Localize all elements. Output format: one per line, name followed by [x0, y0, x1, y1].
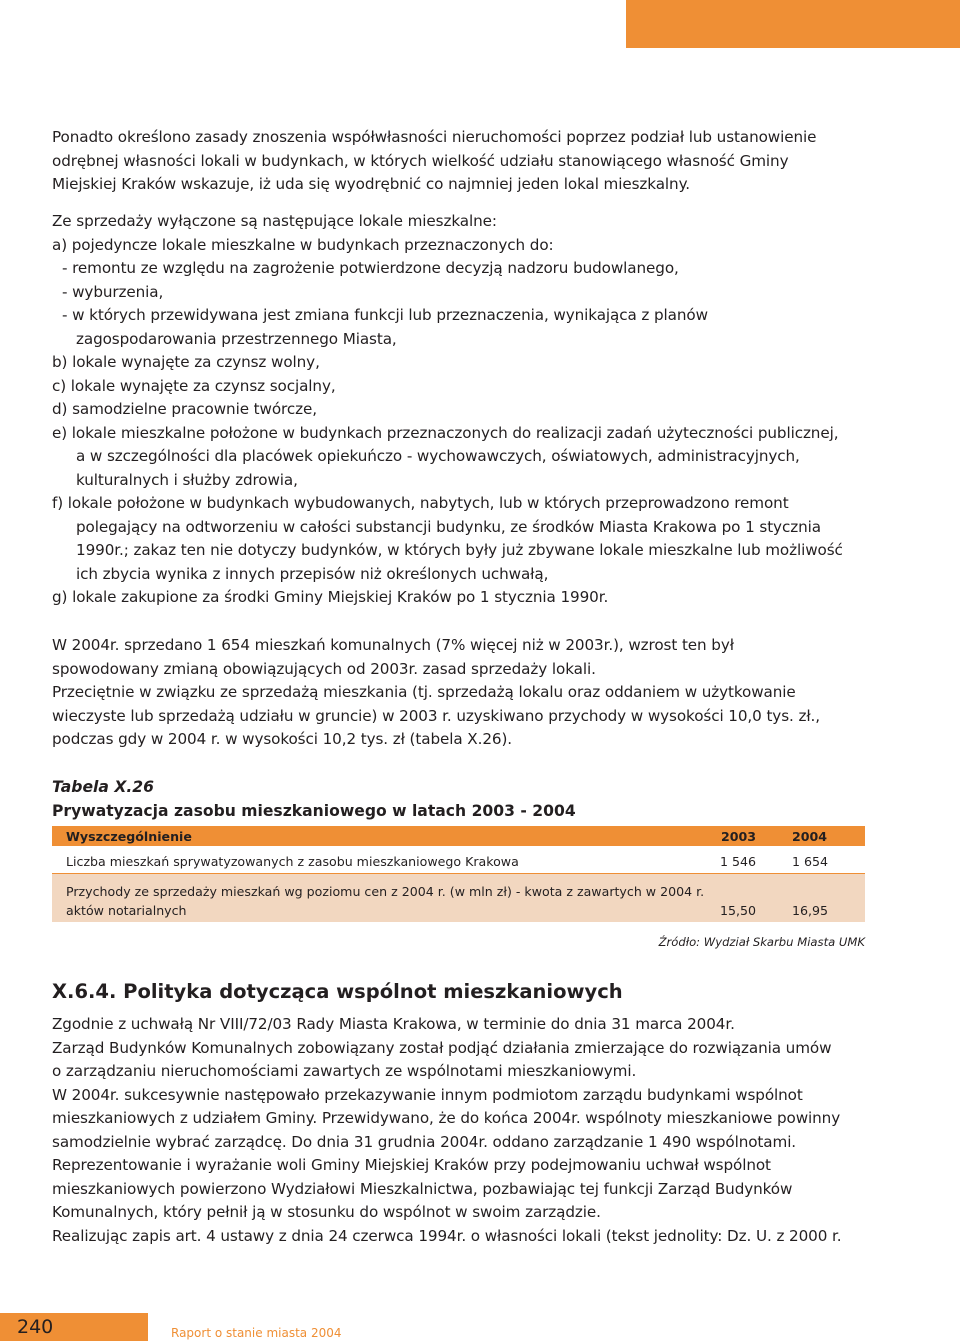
list-item-g: g) lokale zakupione za środki Gminy Miejskiej Kraków po 1 stycznia 1990r.: [52, 588, 609, 606]
section-line: Realizując zapis art. 4 ustawy z dnia 24 czerwca 1994r. o własności lokali (tekst jednolity: Dz. U. z 2000 r.: [52, 1226, 842, 1245]
summary-line: Przeciętnie w związku ze sprzedażą mieszkania (tj. sprzedażą lokalu oraz oddaniem w użytkowanie: [52, 683, 796, 701]
table-header-cell: 2003: [708, 826, 766, 846]
summary-line: wieczyste lub sprzedażą udziału w gruncie) w 2003 r. uzyskiwano przychody w wysokości 10,0 tys. zł.,: [52, 706, 821, 725]
table-cell-value: 1 546: [708, 850, 766, 874]
list-subitem: - w których przewidywana jest zmiana funkcji lub przeznaczenia, wynikająca z planów: [62, 306, 708, 324]
table-cell-value: 15,50: [708, 899, 766, 922]
section-line: mieszkaniowych z udziałem Gminy. Przewidywano, że do końca 2004r. wspólnoty mieszkaniowe powinny: [52, 1109, 841, 1127]
section-heading: X.6.4. Polityka dotycząca wspólnot mieszkaniowych: [52, 980, 623, 1003]
table-cell-label: Przychody ze sprzedaży mieszkań wg poziomu cen z 2004 r. (w mln zł) - kwota z zawartych w 2004 r.: [52, 874, 865, 900]
section-line: Komunalnych, który pełnił ją w stosunku do wspólnot w swoim zarządzie.: [52, 1203, 601, 1221]
list-item-e-continuation: kulturalnych i służby zdrowia,: [76, 470, 298, 489]
list-heading: Ze sprzedaży wyłączone są następujące lokale mieszkalne:: [52, 212, 497, 230]
table-title: Prywatyzacja zasobu mieszkaniowego w latach 2003 - 2004: [52, 802, 576, 820]
table-row: [52, 850, 865, 874]
section-line: Zgodnie z uchwałą Nr VIII/72/03 Rady Miasta Krakowa, w terminie do dnia 31 marca 2004r.: [52, 1015, 735, 1033]
section-line: samodzielnie wybrać zarządcę. Do dnia 31 grudnia 2004r. oddano zarządzanie 1 490 wspólnotami.: [52, 1132, 797, 1151]
list-item-f-continuation: polegający na odtworzeniu w całości substancji budynku, ze środków Miasta Krakowa po 1 stycznia: [76, 517, 821, 536]
table-row: [52, 874, 865, 900]
list-subitem-continuation: zagospodarowania przestrzennego Miasta,: [76, 329, 397, 348]
table-header-cell: Wyszczególnienie: [52, 826, 708, 846]
intro-line: odrębnej własności lokali w budynkach, w których wielkość udziału stanowiącego własność Gminy: [52, 151, 789, 170]
section-line: Zarząd Budynków Komunalnych zobowiązany został podjąć działania zmierzające do rozwiązania umów: [52, 1038, 832, 1057]
footer-report-title: Raport o stanie miasta 2004: [171, 1326, 342, 1340]
list-item-a: a) pojedyncze lokale mieszkalne w budynkach przeznaczonych do:: [52, 235, 554, 254]
table-header-cell: 2004: [766, 826, 865, 846]
list-subitem: - wyburzenia,: [62, 282, 164, 301]
list-item-f-continuation: ich zbycia wynika z innych przepisów niż określonych uchwałą,: [76, 564, 549, 583]
list-item-e-continuation: a w szczególności dla placówek opiekuńczo - wychowawczych, oświatowych, administracyjnych,: [76, 447, 800, 465]
intro-line: Ponadto określono zasady znoszenia współwłasności nieruchomości poprzez podział lub ustanowienie: [52, 128, 817, 146]
page-number: 240: [17, 1316, 54, 1338]
top-accent-bar: [626, 0, 960, 48]
summary-line: podczas gdy w 2004 r. w wysokości 10,2 tys. zł (tabela X.26).: [52, 730, 512, 748]
table-cell-label: Liczba mieszkań sprywatyzowanych z zasobu mieszkaniowego Krakowa: [52, 850, 708, 874]
privatization-table: [52, 826, 865, 922]
intro-paragraph: [52, 126, 912, 197]
summary-line: W 2004r. sprzedano 1 654 mieszkań komunalnych (7% więcej niż w 2003r.), wzrost ten był: [52, 636, 734, 654]
list-item-b: b) lokale wynajęte za czynsz wolny,: [52, 353, 320, 371]
table-cell-value: 16,95: [766, 899, 865, 922]
list-item-e: e) lokale mieszkalne położone w budynkach przeznaczonych do realizacji zadań użyteczności publicznej,: [52, 423, 839, 442]
section-line: mieszkaniowych powierzono Wydziałowi Mieszkalnictwa, pozbawiając tej funkcji Zarząd Budynków: [52, 1179, 793, 1198]
list-item-f-continuation: 1990r.; zakaz ten nie dotyczy budynków, w których były już zbywane lokale mieszkalne lub możliwość: [76, 541, 843, 559]
sales-summary-paragraph: [52, 634, 912, 752]
table-label: Tabela X.26: [52, 778, 154, 796]
list-item-d: d) samodzielne pracownie twórcze,: [52, 400, 317, 418]
list-item-f: f) lokale położone w budynkach wybudowanych, nabytych, lub w których przeprowadzono remont: [52, 494, 789, 512]
section-line: W 2004r. sukcesywnie następowało przekazywanie innym podmiotom zarządu budynkami wspólnot: [52, 1085, 803, 1104]
summary-line: spowodowany zmianą obowiązujących od 2003r. zasad sprzedaży lokali.: [52, 659, 596, 678]
table-header-row: [52, 826, 865, 846]
table-cell-label: aktów notarialnych: [52, 899, 708, 922]
table-source: Źródło: Wydział Skarbu Miasta UMK: [658, 935, 865, 949]
section-line: Reprezentowanie i wyrażanie woli Gminy Miejskiej Kraków przy podejmowaniu uchwał wspólnot: [52, 1156, 771, 1174]
intro-line: Miejskiej Kraków wskazuje, iż uda się wyodrębnić co najmniej jeden lokal mieszkalny.: [52, 175, 691, 194]
exclusions-list: [52, 210, 912, 610]
table-cell-value: 1 654: [766, 850, 865, 874]
list-item-c: c) lokale wynajęte za czynsz socjalny,: [52, 376, 336, 395]
section-line: o zarządzaniu nieruchomościami zawartych ze wspólnotami mieszkaniowymi.: [52, 1062, 637, 1080]
table-row-continuation: [52, 899, 865, 922]
section-body: [52, 1013, 912, 1248]
list-subitem: - remontu ze względu na zagrożenie potwierdzone decyzją nadzoru budowlanego,: [62, 259, 679, 277]
